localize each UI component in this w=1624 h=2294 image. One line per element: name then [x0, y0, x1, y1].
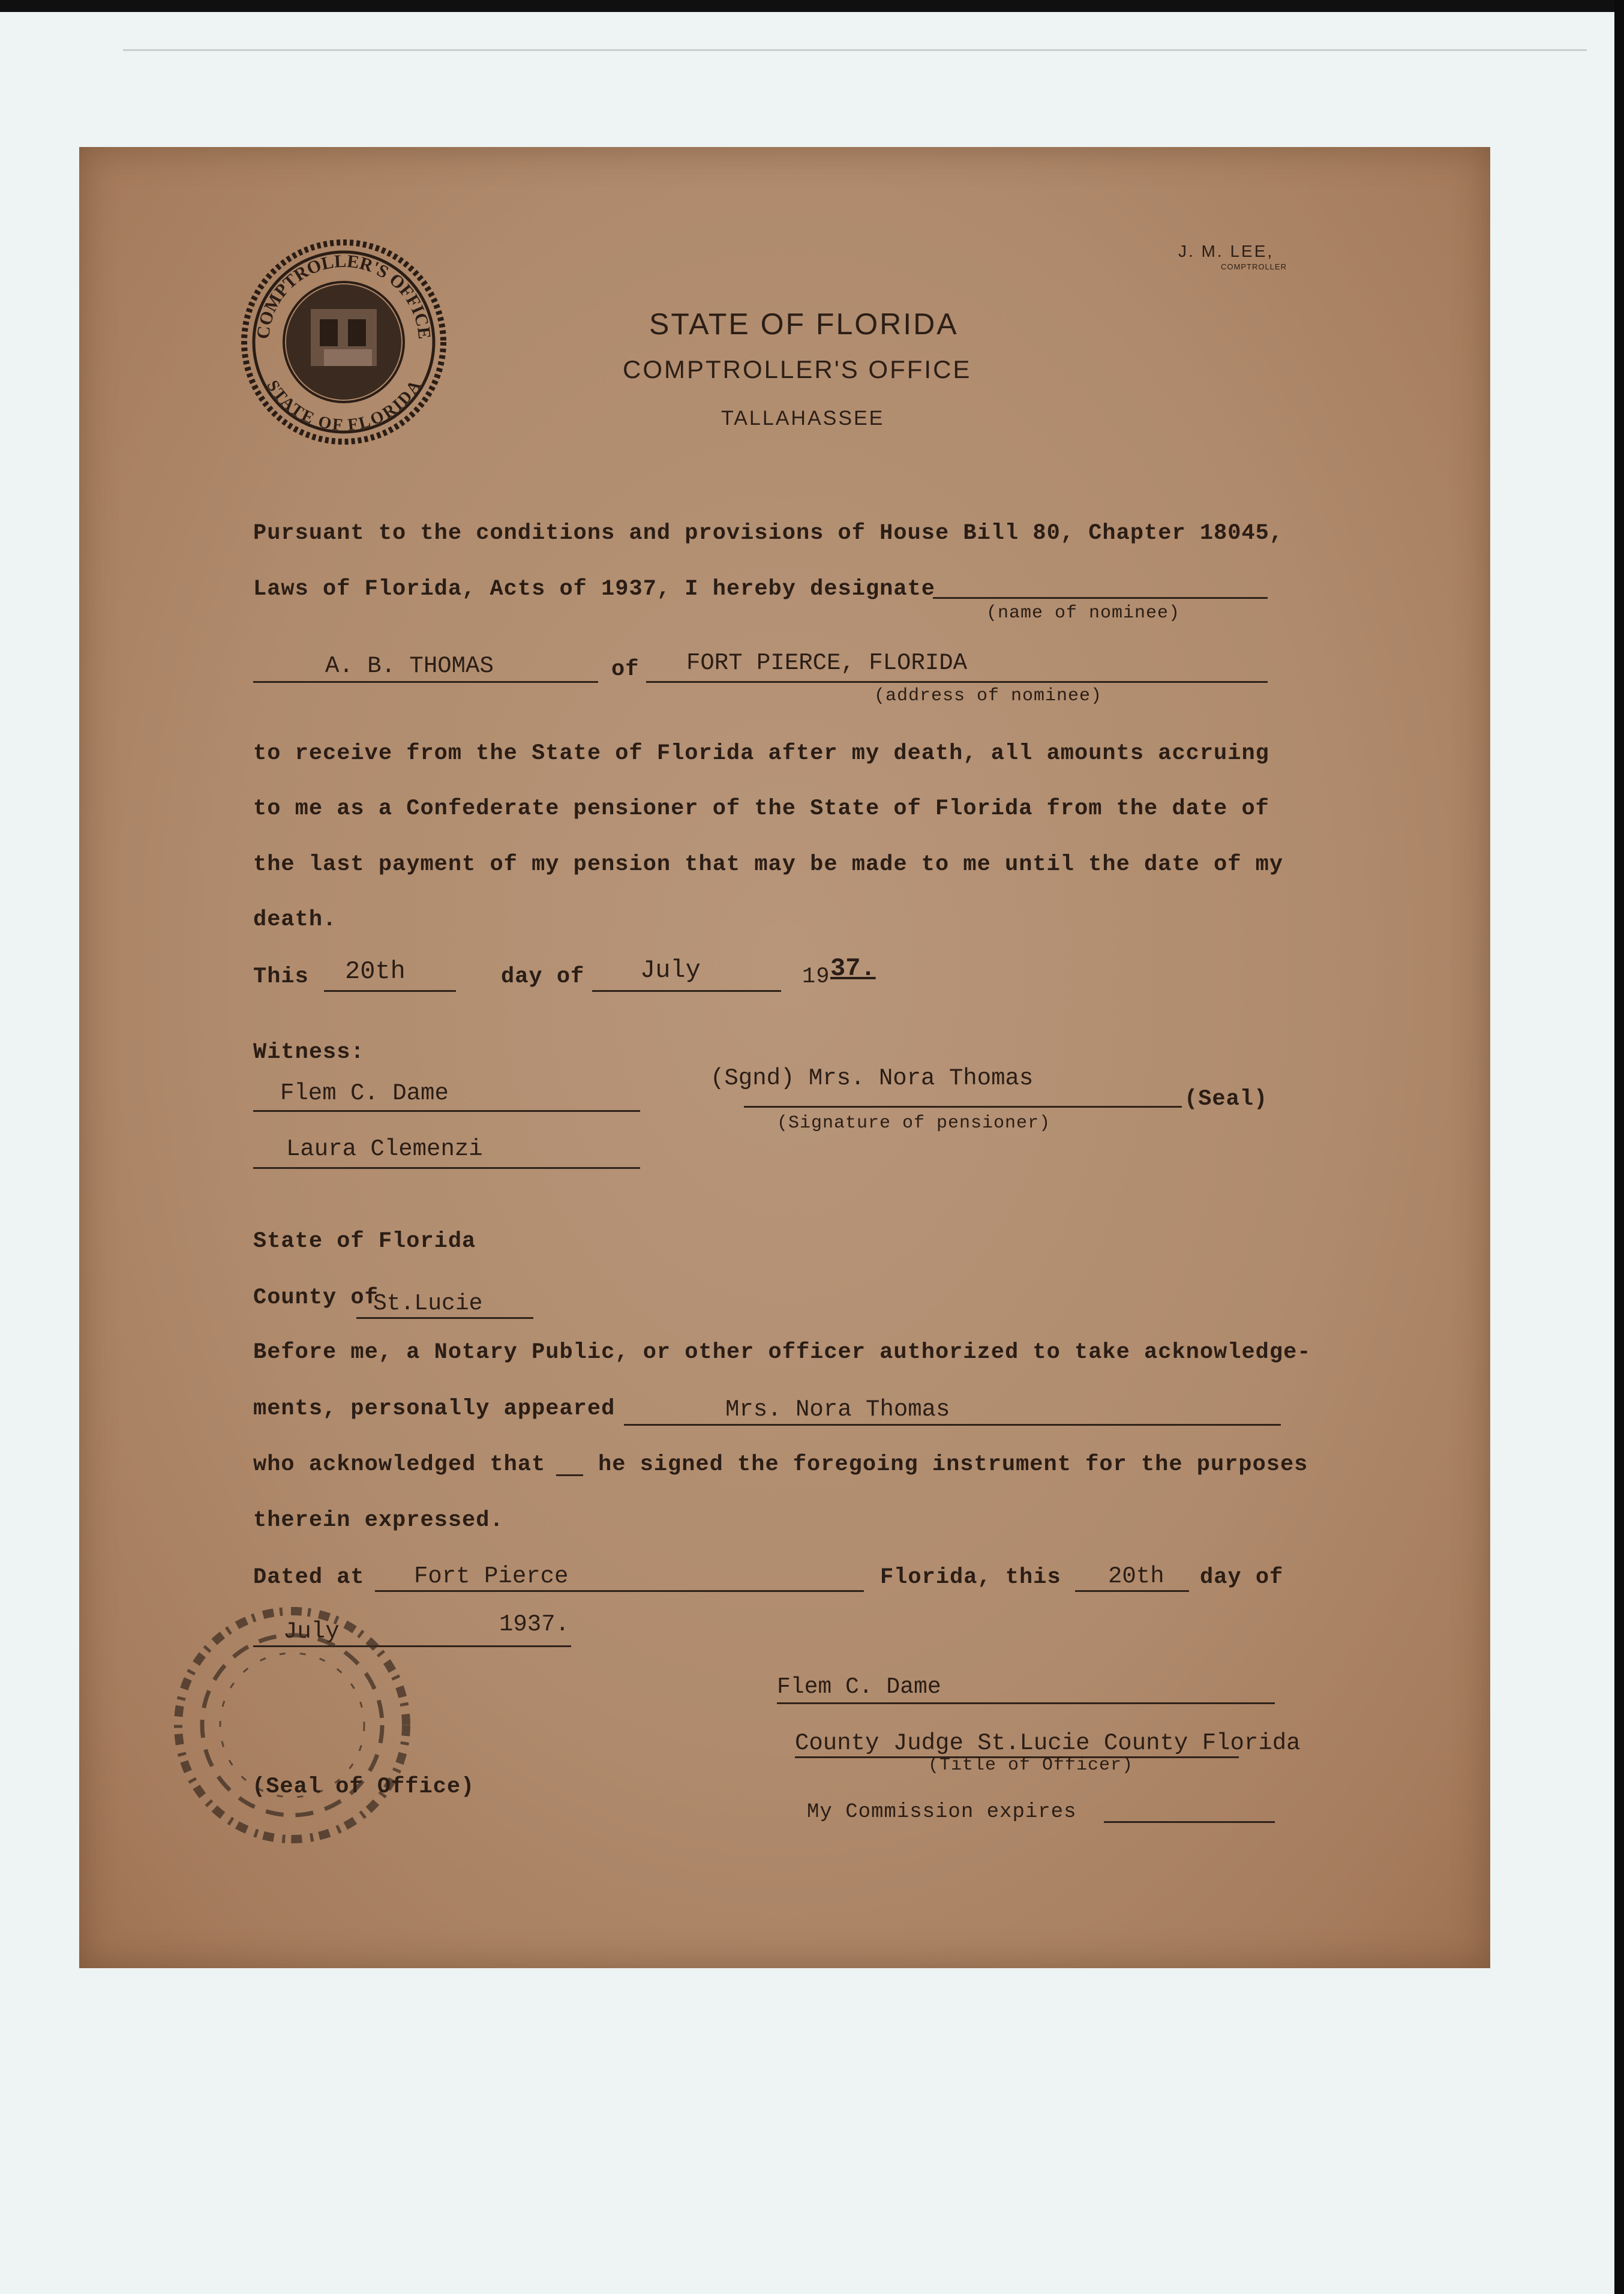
signature-line	[744, 1106, 1182, 1108]
date-month-line	[592, 990, 781, 992]
witness-label: Witness:	[253, 1040, 365, 1065]
county-value: St.Lucie	[373, 1291, 483, 1317]
city-heading: TALLAHASSEE	[721, 407, 885, 430]
nominee-name: A. B. THOMAS	[325, 653, 494, 679]
dated-at-label: Dated at	[253, 1565, 365, 1590]
appeared-name: Mrs. Nora Thomas	[725, 1396, 950, 1423]
nominee-name-line	[253, 681, 598, 683]
official-title: COMPTROLLER	[1221, 262, 1287, 271]
dated-place-line	[375, 1590, 864, 1592]
pensioner-signature: (Sgnd) Mrs. Nora Thomas	[710, 1065, 1034, 1091]
dated-place: Fort Pierce	[414, 1563, 569, 1590]
officer-signature: Flem C. Dame	[777, 1674, 941, 1700]
appeared-line	[624, 1424, 1281, 1426]
document-page	[79, 147, 1490, 1968]
address-line	[646, 681, 1268, 683]
witness-1-line	[253, 1110, 640, 1112]
nominee-blank-line	[933, 597, 1268, 599]
date-month: July	[640, 956, 701, 985]
date-day: 20th	[345, 957, 406, 986]
county-line	[356, 1317, 533, 1319]
nominee-address: FORT PIERCE, FLORIDA	[686, 650, 968, 676]
officer-signature-line	[777, 1702, 1275, 1704]
scan-edge-line	[123, 49, 1587, 51]
date-day-of-label: day of	[501, 964, 585, 989]
day-of-label: day of	[1200, 1565, 1284, 1590]
dated-day-line	[1075, 1590, 1189, 1592]
official-name: J. M. LEE,	[1178, 242, 1274, 260]
notary-seal-stamp-icon	[166, 1599, 418, 1851]
dated-month: July	[283, 1618, 340, 1645]
date-this-label: This	[253, 964, 309, 989]
signature-caption: (Signature of pensioner)	[777, 1113, 1051, 1133]
nominee-caption: (name of nominee)	[986, 603, 1181, 623]
comptroller-seal-icon	[240, 238, 448, 446]
date-year-suffix: 37.	[830, 954, 876, 983]
officer-title: County Judge St.Lucie County Florida	[795, 1730, 1301, 1756]
seal-text-bottom: STATE OF FLORIDA	[263, 377, 425, 435]
seal-label: (Seal)	[1184, 1087, 1268, 1112]
witness-1: Flem C. Dame	[280, 1080, 449, 1106]
ack-line-4: therein expressed.	[253, 1508, 504, 1533]
scan-right-border	[1614, 0, 1624, 2294]
ack-line-2: ments, personally appeared	[253, 1396, 616, 1422]
body-line-2: Laws of Florida, Acts of 1937, I hereby designate	[253, 577, 935, 602]
seal-text-top: COMPTROLLER'S OFFICE	[253, 251, 435, 340]
witness-2: Laura Clemenzi	[286, 1136, 483, 1162]
body-para-2: to me as a Confederate pensioner of the State of Florida from the date of	[253, 796, 1269, 821]
dated-year: 1937.	[499, 1611, 570, 1638]
notary-state: State of Florida	[253, 1229, 476, 1254]
pronoun-blank	[556, 1474, 583, 1476]
body-para-3: the last payment of my pension that may be made to me until the date of my	[253, 852, 1284, 877]
ack-line-1: Before me, a Notary Public, or other officer authorized to take acknowledge-	[253, 1340, 1311, 1365]
body-line-1: Pursuant to the conditions and provisions of House Bill 80, Chapter 18045,	[253, 521, 1284, 546]
commission-label: My Commission expires	[807, 1801, 1077, 1824]
body-para-4: death.	[253, 907, 337, 932]
date-year-prefix: 19	[802, 964, 830, 989]
scan-top-border	[0, 0, 1624, 12]
of-label: of	[611, 657, 640, 682]
address-caption: (address of nominee)	[874, 686, 1103, 706]
title-caption: (Title of Officer)	[928, 1755, 1134, 1776]
seal-of-office: (Seal of Office)	[252, 1774, 475, 1800]
body-para-1: to receive from the State of Florida after my death, all amounts accruing	[253, 741, 1269, 766]
county-label: County of	[253, 1285, 379, 1311]
ack-line-3b: he signed the foregoing instrument for the purposes	[598, 1452, 1308, 1477]
dated-day: 20th	[1108, 1563, 1164, 1590]
witness-2-line	[253, 1167, 640, 1169]
florida-this-label: Florida, this	[880, 1565, 1061, 1590]
commission-line	[1104, 1821, 1275, 1823]
office-heading: COMPTROLLER'S OFFICE	[623, 355, 972, 383]
ack-line-3a: who acknowledged that	[253, 1452, 546, 1477]
state-heading: STATE OF FLORIDA	[649, 307, 959, 341]
date-day-line	[324, 990, 456, 992]
